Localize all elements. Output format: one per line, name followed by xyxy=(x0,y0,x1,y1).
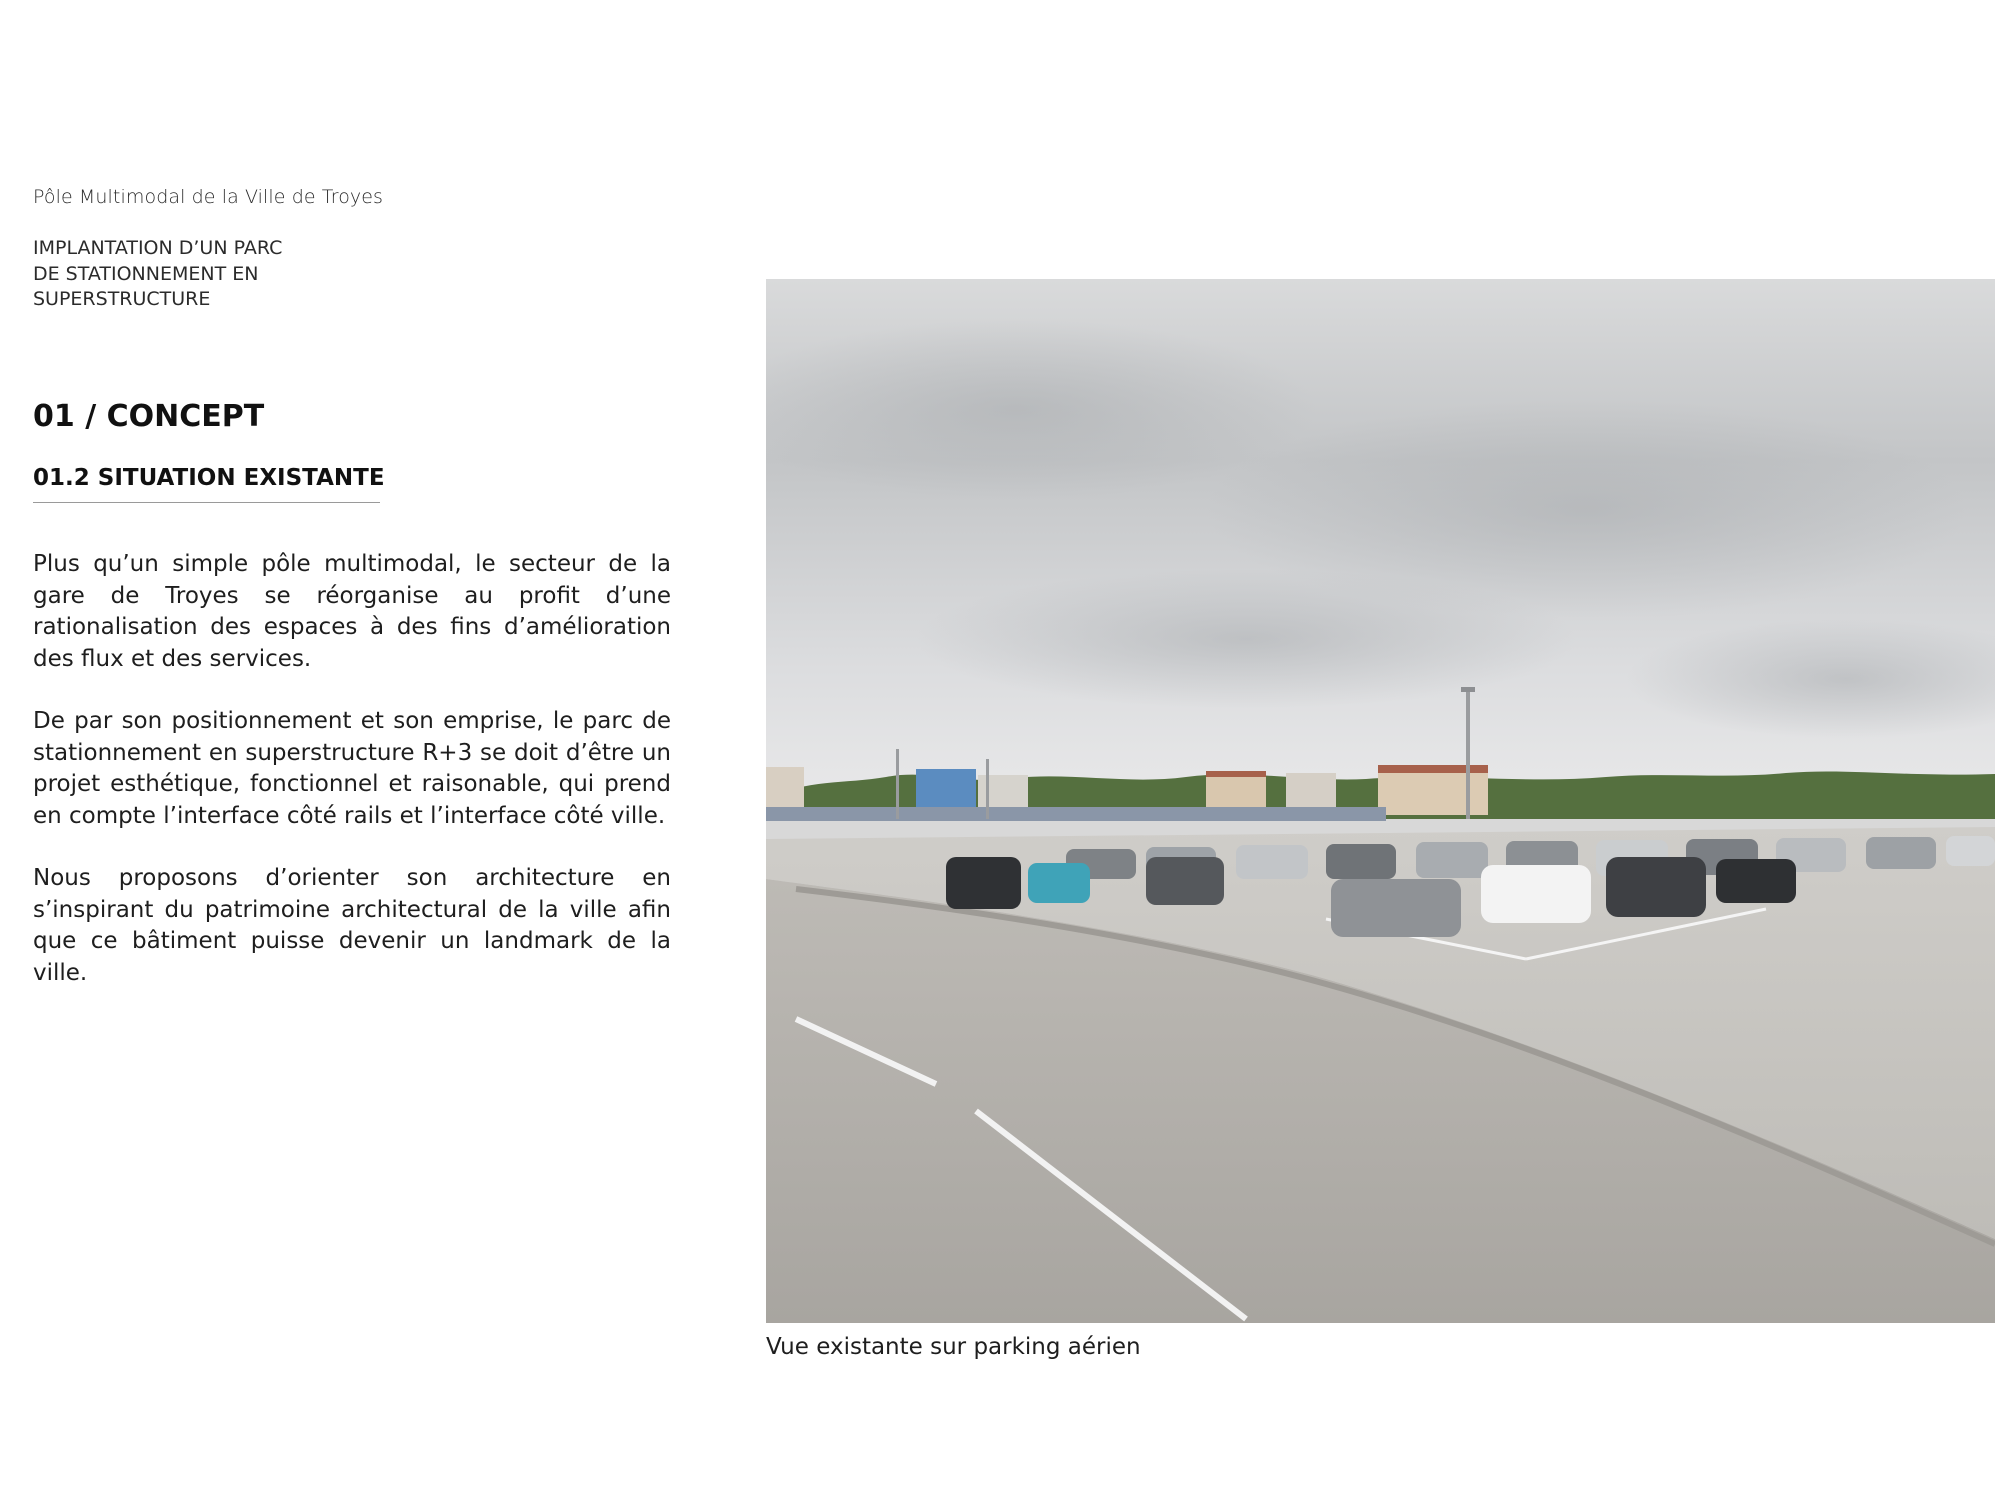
light-pole xyxy=(986,759,989,819)
station-canopy xyxy=(766,807,1386,821)
building-roof xyxy=(1206,771,1266,777)
paragraph-3: Nous proposons d’orienter son architecture en s’inspirant du patrimoine architectural de la ville afin que ce bâtiment puisse devenir un landmark de la ville. xyxy=(33,865,671,986)
light-pole-head xyxy=(1461,687,1475,692)
subsection-title: 01.2 SITUATION EXISTANTE xyxy=(33,465,385,491)
parking-photo-illustration xyxy=(766,279,1995,1323)
project-subtitle: IMPLANTATION D’UN PARC DE STATIONNEMENT EN SUPERSTRUCTURE xyxy=(33,237,283,310)
light-pole xyxy=(1466,689,1470,819)
project-name: Pôle Multimodal de la Ville de Troyes xyxy=(33,186,384,208)
body-text xyxy=(33,549,671,1020)
subsection-underline xyxy=(33,502,380,503)
building-roof xyxy=(1378,765,1488,773)
building xyxy=(1378,769,1488,815)
figure-caption: Vue existante sur parking aérien xyxy=(766,1334,1141,1360)
parking-photo xyxy=(766,279,1995,1323)
light-pole xyxy=(896,749,899,819)
cloud xyxy=(916,569,1576,709)
paragraph-1: Plus qu’un simple pôle multimodal, le secteur de la gare de Troyes se réorganise au profit d’une rationalisation des espaces à des fins d’amélioration des flux et des services. xyxy=(33,551,671,672)
section-title: 01 / CONCEPT xyxy=(33,399,265,434)
paragraph-2: De par son positionnement et son emprise, le parc de stationnement en superstructure R+3 se doit d’être un projet esthétique, fonctionnel et raisonable, qui prend en compte l’interface côté rails et l’interface côté ville. xyxy=(33,708,671,829)
